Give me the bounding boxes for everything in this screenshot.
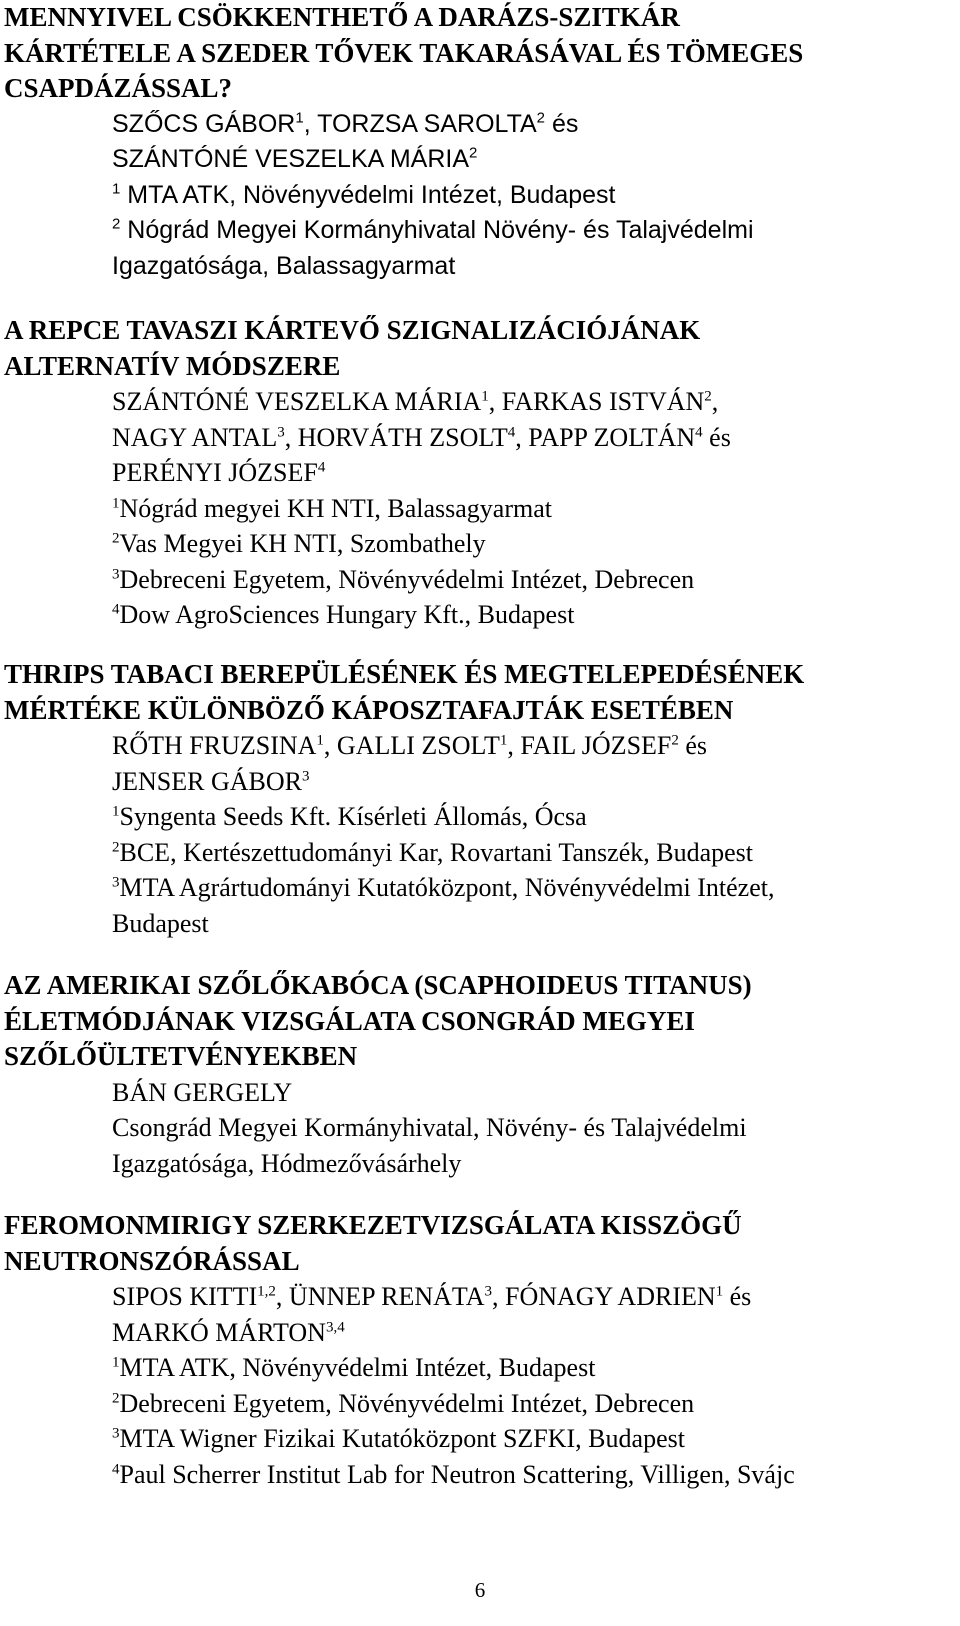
author-conjunction: és [723,1282,752,1311]
affiliation-marker: 2 [536,109,545,127]
affiliation-text: MTA Wigner Fizikai Kutatóközpont SZFKI, Budapest [119,1424,685,1453]
author-name: SZÁNTÓNÉ VESZELKA MÁRIA [112,145,470,173]
affiliation-marker: 4 [507,423,516,440]
entry-title [4,968,954,1075]
affiliation-marker: 3 [484,1283,492,1300]
author-name: , PAPP ZOLTÁN [515,422,696,452]
affiliation-line [112,1350,954,1386]
author-line [112,420,954,456]
author-line [112,1315,954,1351]
affiliation-number: 3 [112,565,120,582]
entry-authors [112,728,954,941]
affiliation-line [112,835,954,871]
author-name: NAGY ANTAL [112,422,278,452]
affiliation-line: Csongrád Megyei Kormányhivatal, Növény- és Talajvédelmi [112,1113,747,1142]
author-line [112,107,954,143]
affiliation-marker: 2 [671,732,679,749]
title-line: MÉRTÉKE KÜLÖNBÖZŐ KÁPOSZTAFAJTÁK ESETÉBEN [4,694,734,725]
author-name: SZŐCS GÁBOR [112,109,296,138]
affiliation-line [112,491,954,527]
affiliation-text: MTA ATK, Növényvédelmi Intézet, Budapest [120,180,616,209]
affiliation-number: 4 [112,601,120,618]
author-name: , FÓNAGY ADRIEN [491,1282,716,1311]
affiliation-number: 1 [112,1354,120,1371]
title-line: CSAPDÁZÁSSAL? [4,73,233,103]
page-number: 6 [474,1578,486,1602]
abstract-entry-4 [4,968,954,1181]
affiliation-text: Paul Scherrer Institut Lab for Neutron Scattering, Villigen, Svájc [119,1459,795,1489]
affiliation-text: Vas Megyei KH NTI, Szombathely [119,529,486,558]
author-conjunction: és [702,422,731,452]
affiliation-marker: 4 [695,423,703,440]
affiliation-number: 1 [112,803,120,820]
author-name: PERÉNYI JÓZSEF [112,458,318,487]
title-line: KÁRTÉTELE A SZEDER TŐVEK TAKARÁSÁVAL ÉS TÖMEGES [4,37,804,68]
affiliation-text: Syngenta Seeds Kft. Kísérleti Állomás, Ócsa [119,802,587,831]
affiliation-number: 2 [112,215,121,233]
affiliation-text: MTA Agrártudományi Kutatóközpont, Növényvédelmi Intézet, [119,873,775,902]
author-name: BÁN GERGELY [112,1077,293,1107]
affiliation-marker: 1 [481,388,489,405]
author-line [112,764,954,800]
author-conjunction: és [545,109,579,138]
abstract-entry-2 [4,313,954,633]
affiliation-number: 4 [112,1460,120,1477]
author-name: JENSER GÁBOR [112,766,302,796]
title-line: FEROMONMIRIGY SZERKEZETVIZSGÁLATA KISSZÖGŰ [4,1210,742,1240]
author-line [112,1279,954,1315]
author-name: SIPOS KITTI [112,1282,258,1311]
title-line: AZ AMERIKAI SZŐLŐKABÓCA (SCAPHOIDEUS TITANUS) [4,970,752,1000]
affiliation-text: MTA ATK, Növényvédelmi Intézet, Budapest [119,1353,596,1382]
author-separator: , [711,387,719,416]
title-line: THRIPS TABACI BEREPÜLÉSÉNEK ÉS MEGTELEPEDÉSÉNEK [4,659,805,689]
affiliation-number: 2 [112,530,120,547]
entry-title [4,0,954,107]
author-name: , TORZSA SAROLTA [303,109,537,138]
author-name: , HORVÁTH ZSOLT [284,422,508,452]
affiliation-marker: 1 [295,109,304,127]
affiliation-marker: 2 [469,144,478,162]
affiliation-text: Nógrád Megyei Kormányhivatal Növény- és Talajvédelmi [120,216,754,244]
affiliation-line [112,597,954,633]
affiliation-marker: 3 [277,423,285,440]
affiliation-line: Igazgatósága, Balassagyarmat [112,251,456,280]
affiliation-number: 2 [112,1389,120,1406]
title-line: A REPCE TAVASZI KÁRTEVŐ SZIGNALIZÁCIÓJÁNAK [4,315,701,345]
abstract-entry-1 [4,0,954,284]
affiliation-line [112,526,954,562]
affiliation-line [112,178,954,214]
affiliation-marker: 1,2 [257,1283,276,1300]
affiliation-marker: 3,4 [325,1318,345,1335]
affiliation-line [112,870,954,906]
author-line [112,728,954,764]
author-line [112,142,954,178]
author-line [112,384,954,420]
author-name: MARKÓ MÁRTON [112,1317,326,1347]
author-line [112,455,954,491]
affiliation-number: 1 [112,494,120,511]
author-name: , ÜNNEP RENÁTA [275,1282,485,1311]
entry-authors [112,107,954,285]
entry-title [4,657,954,728]
affiliation-line [112,213,954,249]
entry-title [4,1208,954,1279]
title-line: SZŐLŐÜLTETVÉNYEKBEN [4,1041,358,1071]
affiliation-number: 2 [112,838,120,855]
entry-authors [112,384,954,633]
affiliation-line [112,799,954,835]
affiliation-line [112,1386,954,1422]
abstract-entry-3 [4,657,954,941]
affiliation-marker: 2 [704,388,712,405]
title-line: ALTERNATÍV MÓDSZERE [4,350,341,381]
author-name: , FAIL JÓZSEF [507,731,672,760]
author-name: , FARKAS ISTVÁN [488,387,705,416]
affiliation-marker: 4 [317,459,326,476]
affiliation-text: Nógrád megyei KH NTI, Balassagyarmat [119,493,552,523]
affiliation-line: Budapest [112,908,209,938]
affiliation-marker: 1 [715,1283,724,1300]
author-name: , GALLI ZSOLT [323,731,500,760]
author-conjunction: és [678,731,708,760]
title-line: MENNYIVEL CSÖKKENTHETŐ A DARÁZS-SZITKÁR [4,2,680,32]
affiliation-text: Debreceni Egyetem, Növényvédelmi Intézet, Debrecen [119,1388,695,1418]
affiliation-text: Debreceni Egyetem, Növényvédelmi Intézet, Debrecen [119,564,695,594]
affiliation-text: Dow AgroSciences Hungary Kft., Budapest [119,600,575,629]
entry-title [4,313,954,384]
affiliation-marker: 3 [301,767,310,784]
affiliation-number: 1 [112,180,121,198]
affiliation-number: 3 [112,1425,120,1442]
affiliation-number: 3 [112,874,120,891]
entry-authors [112,1279,954,1492]
title-line: ÉLETMÓDJÁNAK VIZSGÁLATA CSONGRÁD MEGYEI [4,1005,695,1036]
affiliation-line [112,1421,954,1457]
title-line: NEUTRONSZÓRÁSSAL [4,1245,300,1276]
affiliation-line: Igazgatósága, Hódmezővásárhely [112,1148,462,1178]
entry-authors [112,1075,954,1182]
affiliation-line [112,1457,954,1493]
affiliation-marker: 1 [316,732,324,749]
affiliation-line [112,562,954,598]
author-name: SZÁNTÓNÉ VESZELKA MÁRIA [112,387,482,416]
affiliation-marker: 1 [499,732,508,749]
author-name: RŐTH FRUZSINA [112,731,317,760]
abstract-entry-5 [4,1208,954,1492]
affiliation-text: BCE, Kertészettudományi Kar, Rovartani Tanszék, Budapest [119,837,753,867]
